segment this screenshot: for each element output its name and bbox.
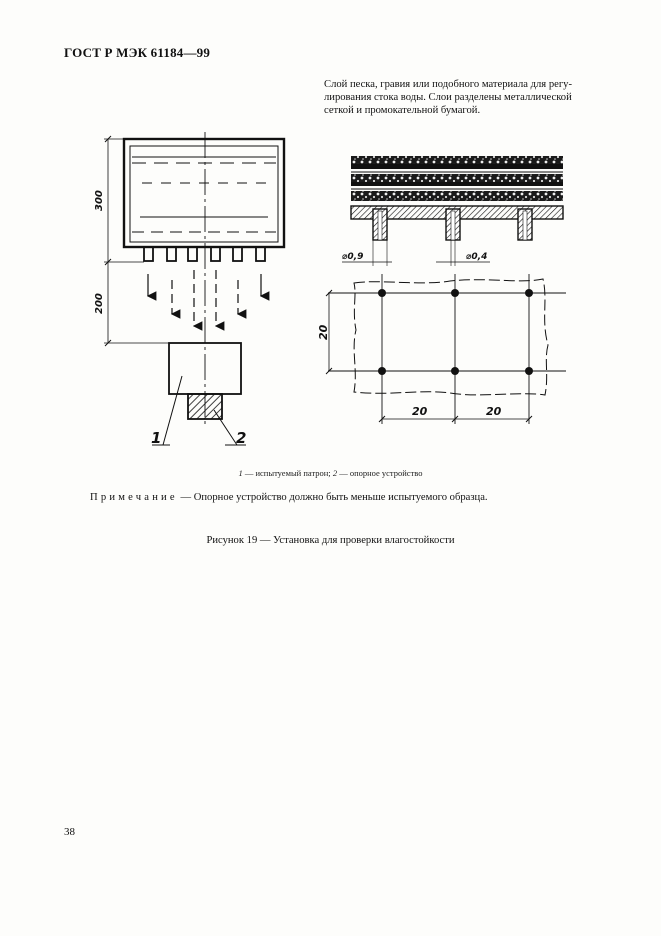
legend-num-2: 2 <box>332 468 338 478</box>
legend-text-2: — опорное устройство <box>337 468 423 478</box>
document-header: ГОСТ Р МЭК 61184—99 <box>64 45 211 60</box>
dim-horizontal-20-label: 20 <box>486 405 502 418</box>
dia-04-label: ⌀0,4 <box>466 252 488 262</box>
diameter-dimensions <box>342 240 490 266</box>
dim-vertical-20-label: 20 <box>317 324 330 340</box>
left-dimensions <box>94 136 169 346</box>
water-tank <box>124 139 284 247</box>
legend-text-1: — испытуемый патрон; <box>242 468 333 478</box>
note <box>90 492 488 503</box>
tank-nozzles <box>144 247 265 261</box>
description-line: Слой песка, гравия или подобного материала для регу- <box>324 79 572 90</box>
dia-09-label: ⌀0,9 <box>342 252 364 262</box>
description-line: лирования стока воды. Слои разделены металлической <box>324 92 572 103</box>
figure-caption: Рисунок 19 — Установка для проверки влагостойкости <box>206 535 455 546</box>
page-number: 38 <box>64 826 75 838</box>
callout-label-2: 2 <box>236 429 247 447</box>
water-flow-arrows <box>148 270 261 326</box>
description-line: сеткой и промокательной бумагой. <box>324 105 481 116</box>
legend-num-1: 1 <box>238 468 243 478</box>
dim-200-label: 200 <box>94 293 105 314</box>
hole-layout-plan <box>317 274 566 424</box>
callout-label-1: 1 <box>151 429 162 447</box>
figure-legend <box>0 468 661 478</box>
gravel-layers <box>351 156 563 201</box>
dim-horizontal-20-label: 20 <box>412 405 428 418</box>
note-text: — Опорное устройство должно быть меньше испытуемого образца. <box>177 492 488 503</box>
dim-300-label: 300 <box>94 190 105 211</box>
note-label: Примечание <box>90 492 178 503</box>
